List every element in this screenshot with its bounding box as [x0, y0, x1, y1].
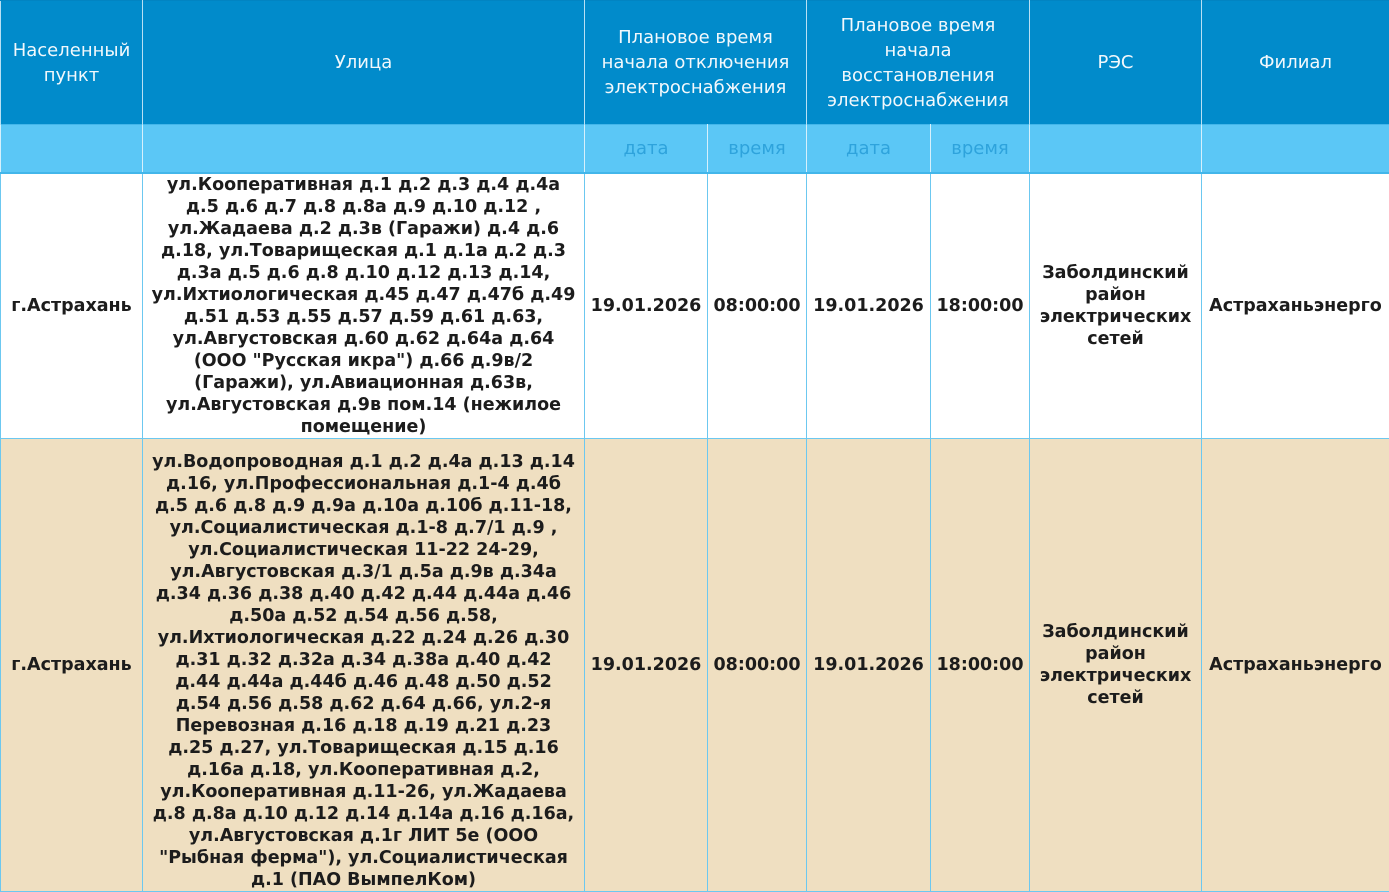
cell-outage-time: 08:00:00 [708, 439, 807, 892]
subheader-outage-date: дата [585, 125, 708, 174]
subheader-row [1, 125, 1389, 174]
header-locality: Населенный пункт [1, 1, 143, 125]
header-outage-start: Плановое время начала отключения электроснабжения [585, 1, 807, 125]
subheader-res-empty [1030, 125, 1202, 174]
cell-restore-time: 18:00:00 [931, 173, 1030, 439]
cell-outage-date: 19.01.2026 [585, 439, 708, 892]
subheader-restore-time: время [931, 125, 1030, 174]
table-body [1, 173, 1389, 892]
table-header [1, 1, 1389, 174]
cell-branch: Астраханьэнерго [1202, 173, 1389, 439]
header-res: РЭС [1030, 1, 1202, 125]
cell-restore-date: 19.01.2026 [807, 173, 931, 439]
table-row [1, 439, 1389, 892]
cell-outage-time: 08:00:00 [708, 173, 807, 439]
cell-restore-date: 19.01.2026 [807, 439, 931, 892]
cell-res: Заболдинский район электрических сетей [1030, 173, 1202, 439]
cell-outage-date: 19.01.2026 [585, 173, 708, 439]
cell-res: Заболдинский район электрических сетей [1030, 439, 1202, 892]
cell-locality: г.Астрахань [1, 439, 143, 892]
header-restore-start: Плановое время начала восстановления электроснабжения [807, 1, 1030, 125]
cell-branch: Астраханьэнерго [1202, 439, 1389, 892]
header-street: Улица [143, 1, 585, 125]
subheader-outage-time: время [708, 125, 807, 174]
subheader-restore-date: дата [807, 125, 931, 174]
header-branch: Филиал [1202, 1, 1389, 125]
cell-street: ул.Кооперативная д.1 д.2 д.3 д.4 д.4а д.5 д.6 д.7 д.8 д.8а д.9 д.10 д.12 , ул.Жадаева д.2 д.3в (Гаражи) д.4 д.6 д.18, ул.Товарищеская д.1 д.1а д.2 д.3 д.3а д.5 д.6 д.8 д.10 д.12 д.13 д.14, ул.Ихтиологическая д.45 д.47 д.47б д.49 д.51 д.53 д.55 д.57 д.59 д.61 д.63, ул.Августовская д.60 д.62 д.64а д.64 (ООО "Русская икра") д.66 д.9в/2 (Гаражи), ул.Авиационная д.63в, ул.Августовская д.9в пом.14 (нежилое помещение) [143, 173, 585, 439]
subheader-branch-empty [1202, 125, 1389, 174]
subheader-street-empty [143, 125, 585, 174]
cell-street: ул.Водопроводная д.1 д.2 д.4а д.13 д.14 д.16, ул.Профессиональная д.1-4 д.4б д.5 д.6 д.8 д.9 д.9а д.10а д.10б д.11-18, ул.Социалистическая д.1-8 д.7/1 д.9 , ул.Социалистическая 11-22 24-29, ул.Августовская д.3/1 д.5а д.9в д.34а д.34 д.36 д.38 д.40 д.42 д.44 д.44а д.46 д.50а д.52 д.54 д.56 д.58, ул.Ихтиологическая д.22 д.24 д.26 д.30 д.31 д.32 д.32а д.34 д.38а д.40 д.42 д.44 д.44а д.44б д.46 д.48 д.50 д.52 д.54 д.56 д.58 д.62 д.64 д.66, ул.2-я Перевозная д.16 д.18 д.19 д.21 д.23 д.25 д.27, ул.Товарищеская д.15 д.16 д.16а д.18, ул.Кооперативная д.2, ул.Кооперативная д.11-26, ул.Жадаева д.8 д.8а д.10 д.12 д.14 д.14а д.16 д.16а, ул.Августовская д.1г ЛИТ 5е (ООО "Рыбная ферма"), ул.Социалистическая д.1 (ПАО ВымпелКом) [143, 439, 585, 892]
cell-restore-time: 18:00:00 [931, 439, 1030, 892]
cell-locality: г.Астрахань [1, 173, 143, 439]
table-row [1, 173, 1389, 439]
header-row [1, 1, 1389, 125]
subheader-locality-empty [1, 125, 143, 174]
